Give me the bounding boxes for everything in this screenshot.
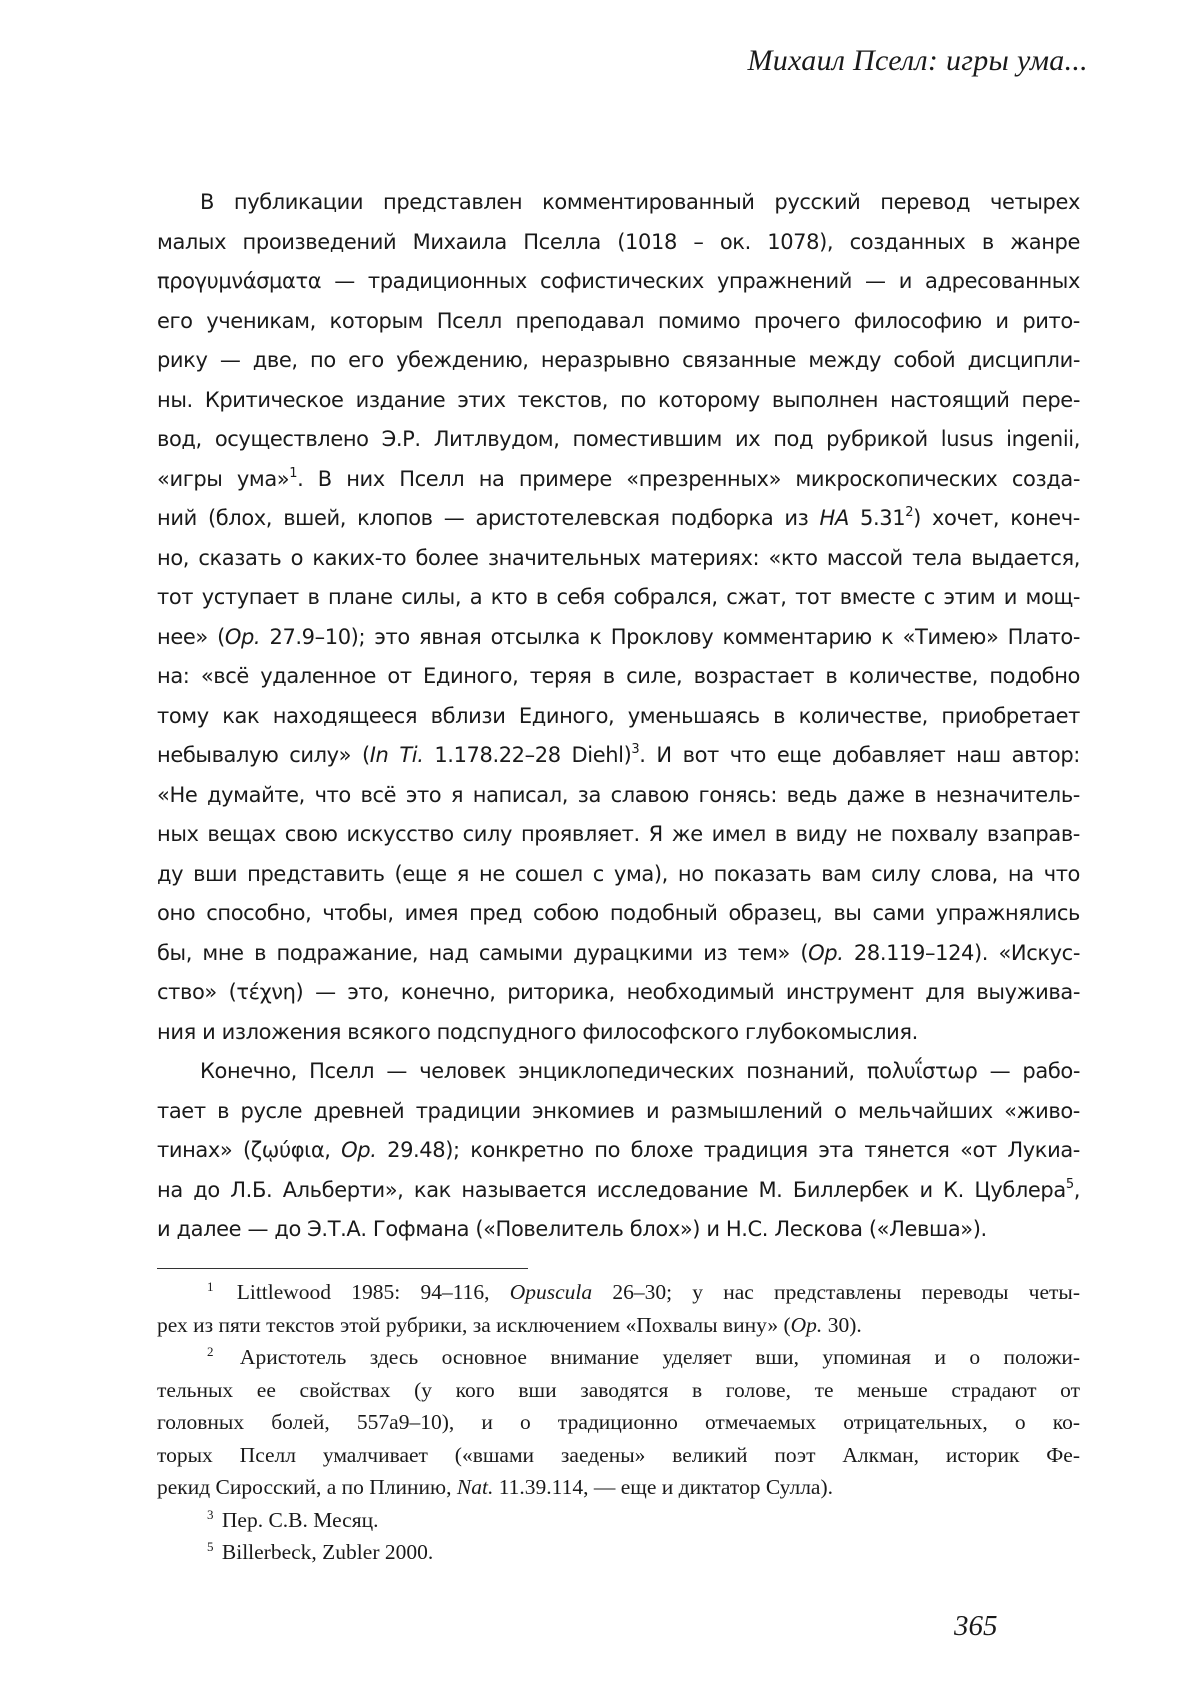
- footnote-ref: 5: [1065, 1176, 1074, 1192]
- footnote-number: 5: [207, 1539, 214, 1554]
- footnote-line: $^3$ Пер. С.В. Месяц.: [207, 1506, 379, 1532]
- body-line: В публикации представлен комментированный русский перевод четырех: [200, 190, 1080, 214]
- footnote-line: рекид Сиросский, а по Плинию, Nat. 11.39.114, — еще и диктатор Сулла).: [157, 1475, 834, 1499]
- body-line: вод, осуществлено Э.Р. Литлвудом, поместившим их под рубрикой lusus ingenii,: [157, 427, 1080, 451]
- body-line: ных вещах свою искусство силу проявляет. Я же имел в виду не похвалу взаправ-: [157, 822, 1080, 846]
- footnote-line: $^2$ Аристотель здесь основное внимание уделяет вши, упоминая и о положи-: [207, 1344, 1080, 1369]
- footnote-ref: 2: [905, 505, 914, 520]
- body-line: ство» (τέχνη) — это, конечно, риторика, необходимый инструмент для выужива-: [157, 980, 1080, 1004]
- footnote-line: $^1$ Littlewood 1985: 94–116, Opuscula 26–30; у нас представлены переводы четы-: [207, 1279, 1080, 1304]
- footnote-ref: 1: [289, 465, 298, 481]
- body-line: ний (блох, вшей, клопов — аристотелевская подборка из HA 5.31$^2$) хочет, конеч-: [157, 505, 1080, 530]
- body-line: на до Л.Б. Альберти», как называется исследование М. Биллербек и К. Цублера$^5$,: [157, 1176, 1080, 1202]
- footnote-line: тельных ее свойствах (у кого вши заводятся в голове, те меньше страдают от: [157, 1377, 1080, 1402]
- body-line: его ученикам, которым Пселл преподавал помимо прочего философию и рито-: [157, 308, 1080, 333]
- footnote-number: 2: [207, 1344, 214, 1359]
- body-line: оно способно, чтобы, имея пред собою подобный образец, вы сами упражнялись: [157, 901, 1080, 925]
- body-line: малых произведений Михаила Пселла (1018 – ок. 1078), созданных в жанре: [157, 229, 1080, 254]
- running-title: Михаил Пселл: игры ума...: [747, 44, 1088, 77]
- body-line: на: «всё удаленное от Единого, теряя в силе, возрастает в количестве, подобно: [157, 664, 1080, 688]
- footnote-line: головных болей, 557a9–10), и о традиционно отмечаемых отрицательных, о ко-: [157, 1410, 1080, 1434]
- footnote-ref: 3: [631, 742, 640, 757]
- body-line: тот уступает в плане силы, а кто в себя собрался, сжат, тот вместе с этим и мощ-: [157, 585, 1080, 609]
- footnote-number: 1: [207, 1279, 214, 1294]
- footnote-divider: [157, 1268, 528, 1269]
- body-line: Конечно, Пселл — человек энциклопедических познаний, πολυΐστωρ — рабо-: [200, 1059, 1080, 1083]
- footnote-line: торых Пселл умалчивает («вшами заедены» великий поэт Алкман, историк Фе-: [157, 1442, 1080, 1467]
- body-line: προγυμνάσματα — традиционных софистических упражнений — и адресованных: [157, 269, 1080, 293]
- footnotes: [157, 1276, 1080, 1569]
- footnote-number: 3: [207, 1506, 214, 1522]
- main-text: [157, 183, 1080, 1250]
- footnote-line: рех из пяти текстов этой рубрики, за исключением «Похвалы вину» (Op. 30).: [157, 1312, 862, 1337]
- body-line: небывалую силу» (In Ti. 1.178.22–28 Diehl)$^3$. И вот что еще добавляет наш автор:: [157, 742, 1080, 767]
- body-line: и далее — до Э.Т.А. Гофмана («Повелитель блох») и Н.С. Лескова («Левша»).: [157, 1217, 987, 1241]
- body-line: бы, мне в подражание, над самыми дурацкими из тем» (Op. 28.119–124). «Искус-: [157, 940, 1080, 965]
- page-number: 365: [954, 1610, 998, 1642]
- body-line: «Не думайте, что всё это я написал, за славою гонясь: ведь даже в незначитель-: [157, 782, 1080, 807]
- body-line: тинах» (ζῳύφια, Op. 29.48); конкретно по блохе традиция эта тянется «от Лукиа-: [157, 1138, 1080, 1162]
- body-line: но, сказать о каких-то более значительных материях: «кто массой тела выдается,: [157, 545, 1080, 570]
- body-line: рику — две, по его убеждению, неразрывно связанные между собой дисципли-: [157, 348, 1080, 372]
- footnote-line: $^5$ Billerbeck, Zubler 2000.: [207, 1539, 434, 1564]
- body-line: тает в русле древней традиции энкомиев и размышлений о мельчайших «живо-: [157, 1098, 1080, 1123]
- body-line: ду вши представить (еще я не сошел с ума), но показать вам силу слова, на что: [157, 861, 1080, 886]
- body-line: ния и изложения всякого подспудного философского глубокомыслия.: [157, 1019, 918, 1044]
- body-line: «игры ума»$^1$. В них Пселл на примере «презренных» микроскопических созда-: [157, 465, 1080, 491]
- body-line: тому как находящееся вблизи Единого, уменьшаясь в количестве, приобретает: [157, 703, 1080, 728]
- body-line: ны. Критическое издание этих текстов, по которому выполнен настоящий пере-: [157, 387, 1080, 412]
- body-line: нее» (Op. 27.9–10); это явная отсылка к Проклову комментарию к «Тимею» Плато-: [157, 624, 1080, 649]
